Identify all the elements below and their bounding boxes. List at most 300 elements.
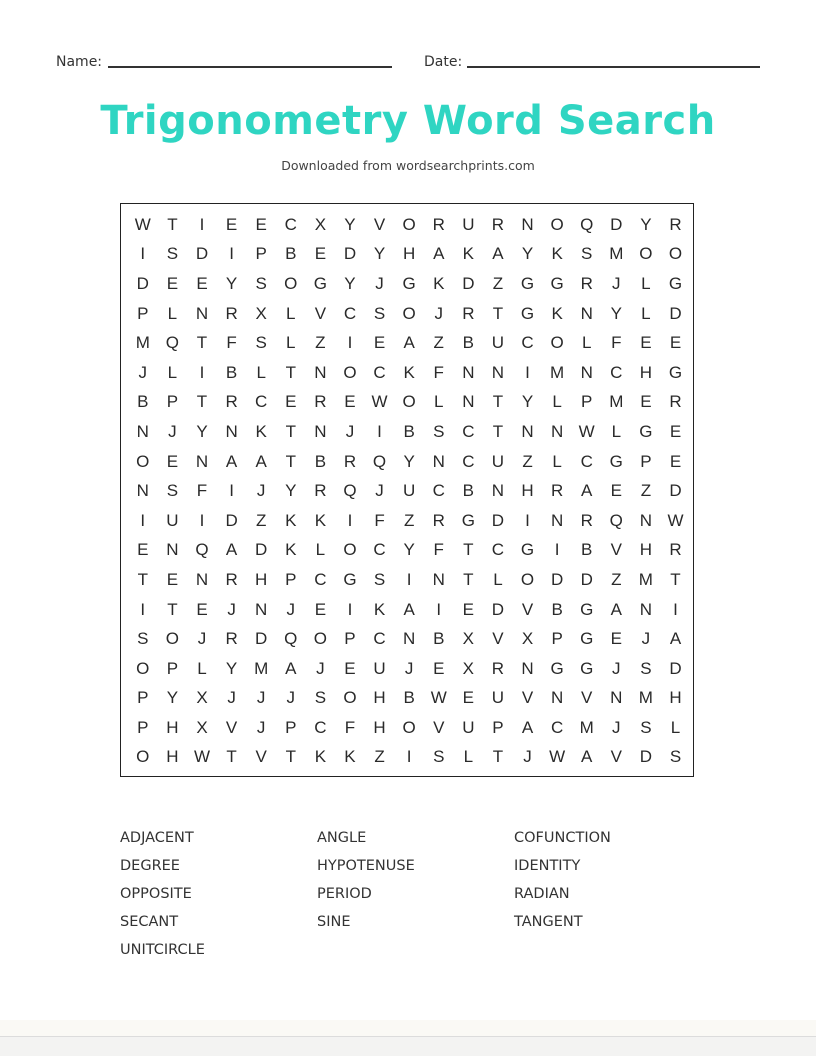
grid-cell[interactable]: G <box>580 599 594 619</box>
grid-cell[interactable]: O <box>520 569 535 589</box>
grid-cell[interactable]: B <box>403 421 415 441</box>
grid-cell[interactable]: Y <box>225 273 238 293</box>
grid-cell[interactable]: T <box>167 214 178 234</box>
grid-cell[interactable]: J <box>345 421 355 441</box>
grid-cell[interactable]: X <box>462 629 474 649</box>
grid-cell[interactable]: S <box>373 303 386 323</box>
grid-cell[interactable]: Y <box>344 214 356 234</box>
grid-cell[interactable]: E <box>166 569 179 589</box>
grid-cell[interactable]: L <box>581 333 592 353</box>
grid-cell[interactable]: A <box>581 481 593 501</box>
grid-cell[interactable]: A <box>285 658 297 678</box>
grid-cell[interactable]: Q <box>609 510 623 530</box>
grid-cell[interactable]: F <box>344 717 356 737</box>
grid-cell[interactable]: W <box>134 214 151 234</box>
grid-cell[interactable]: L <box>493 569 503 589</box>
grid-cell[interactable]: N <box>403 629 416 649</box>
grid-cell[interactable]: G <box>668 273 683 293</box>
grid-cell[interactable]: C <box>550 717 564 737</box>
grid-cell[interactable]: B <box>581 540 593 560</box>
grid-cell[interactable]: V <box>610 747 622 767</box>
grid-cell[interactable]: O <box>343 540 357 560</box>
grid-cell[interactable]: E <box>344 658 356 678</box>
grid-cell[interactable]: Y <box>640 214 652 234</box>
grid-cell[interactable]: Y <box>403 451 415 471</box>
grid-cell[interactable]: Y <box>196 421 208 441</box>
grid-cell[interactable]: I <box>140 244 146 264</box>
grid-cell[interactable]: C <box>314 569 327 589</box>
grid-cell[interactable]: T <box>285 747 296 767</box>
grid-cell[interactable]: A <box>521 717 534 737</box>
grid-cell[interactable]: K <box>551 244 563 264</box>
grid-cell[interactable]: R <box>225 569 238 589</box>
grid-cell[interactable]: E <box>314 599 327 619</box>
grid-cell[interactable]: R <box>343 451 357 471</box>
grid-cell[interactable]: I <box>347 599 353 619</box>
grid-cell[interactable]: N <box>195 451 209 471</box>
grid-cell[interactable]: M <box>254 658 269 678</box>
grid-cell[interactable]: S <box>166 244 179 264</box>
grid-cell[interactable]: I <box>436 599 442 619</box>
grid-cell[interactable]: V <box>225 717 238 737</box>
grid-cell[interactable]: I <box>406 569 412 589</box>
grid-cell[interactable]: D <box>136 273 149 293</box>
grid-cell[interactable]: G <box>520 540 535 560</box>
grid-cell[interactable]: P <box>137 303 149 323</box>
grid-cell[interactable]: I <box>554 540 560 560</box>
grid-cell[interactable]: C <box>373 540 386 560</box>
grid-cell[interactable]: J <box>434 303 443 323</box>
grid-cell[interactable]: Z <box>640 481 652 501</box>
grid-cell[interactable]: M <box>638 688 653 708</box>
grid-cell[interactable]: O <box>343 362 357 382</box>
grid-cell[interactable]: E <box>285 392 297 412</box>
grid-cell[interactable]: L <box>552 451 562 471</box>
grid-cell[interactable]: S <box>640 658 652 678</box>
grid-cell[interactable]: A <box>255 451 267 471</box>
grid-cell[interactable]: R <box>462 303 475 323</box>
grid-cell[interactable]: J <box>227 688 236 708</box>
grid-cell[interactable]: R <box>225 629 238 649</box>
grid-cell[interactable]: O <box>639 244 653 264</box>
grid-cell[interactable]: R <box>669 214 682 234</box>
grid-cell[interactable]: T <box>196 333 208 353</box>
grid-cell[interactable]: R <box>491 658 505 678</box>
grid-cell[interactable]: O <box>313 629 327 649</box>
grid-cell[interactable]: T <box>492 392 504 412</box>
grid-cell[interactable]: Z <box>255 510 267 530</box>
grid-cell[interactable]: Y <box>521 392 534 412</box>
grid-cell[interactable]: I <box>347 333 353 353</box>
grid-cell[interactable]: H <box>669 688 682 708</box>
grid-cell[interactable]: R <box>314 392 327 412</box>
grid-cell[interactable]: U <box>491 333 505 353</box>
grid-cell[interactable]: W <box>667 510 684 530</box>
grid-cell[interactable]: K <box>433 273 445 293</box>
grid-cell[interactable]: R <box>491 214 505 234</box>
grid-cell[interactable]: D <box>255 540 268 560</box>
grid-cell[interactable]: J <box>256 688 266 708</box>
grid-cell[interactable]: P <box>551 629 563 649</box>
grid-cell[interactable]: O <box>668 244 683 264</box>
grid-cell[interactable]: Y <box>610 303 622 323</box>
grid-cell[interactable]: P <box>285 569 297 589</box>
grid-cell[interactable]: E <box>640 333 652 353</box>
grid-cell[interactable]: T <box>285 451 296 471</box>
grid-cell[interactable]: A <box>492 244 504 264</box>
grid-cell[interactable]: N <box>136 481 149 501</box>
grid-cell[interactable]: D <box>669 481 682 501</box>
grid-cell[interactable]: N <box>314 421 327 441</box>
grid-cell[interactable]: M <box>579 717 594 737</box>
grid-cell[interactable]: E <box>225 214 238 234</box>
grid-cell[interactable]: X <box>462 658 474 678</box>
grid-cell[interactable]: J <box>612 658 621 678</box>
grid-cell[interactable]: C <box>521 333 534 353</box>
grid-cell[interactable]: Y <box>285 481 297 501</box>
grid-cell[interactable]: L <box>167 303 178 323</box>
grid-cell[interactable]: U <box>403 481 416 501</box>
grid-cell[interactable]: A <box>403 333 415 353</box>
grid-cell[interactable]: J <box>227 599 236 619</box>
grid-cell[interactable]: C <box>462 421 475 441</box>
grid-cell[interactable]: L <box>197 658 207 678</box>
grid-cell[interactable]: C <box>255 392 268 412</box>
grid-cell[interactable]: R <box>550 481 564 501</box>
grid-cell[interactable]: I <box>199 214 205 234</box>
grid-cell[interactable]: Z <box>433 333 444 353</box>
grid-cell[interactable]: O <box>136 658 150 678</box>
grid-cell[interactable]: U <box>462 717 475 737</box>
grid-cell[interactable]: Z <box>374 747 385 767</box>
grid-cell[interactable]: B <box>462 333 474 353</box>
grid-cell[interactable]: J <box>375 273 384 293</box>
grid-cell[interactable]: C <box>580 451 593 471</box>
grid-cell[interactable]: T <box>196 392 208 412</box>
grid-cell[interactable]: E <box>640 392 652 412</box>
grid-cell[interactable]: Z <box>522 451 533 471</box>
grid-cell[interactable]: N <box>521 214 534 234</box>
grid-cell[interactable]: W <box>430 688 447 708</box>
grid-cell[interactable]: J <box>168 421 177 441</box>
grid-cell[interactable]: V <box>433 717 445 737</box>
grid-cell[interactable]: E <box>137 540 149 560</box>
grid-cell[interactable]: J <box>286 688 296 708</box>
grid-cell[interactable]: G <box>550 273 564 293</box>
grid-cell[interactable]: J <box>612 273 621 293</box>
grid-cell[interactable]: L <box>315 540 326 560</box>
grid-cell[interactable]: C <box>432 481 445 501</box>
grid-cell[interactable]: R <box>314 481 327 501</box>
grid-cell[interactable]: J <box>375 481 384 501</box>
grid-cell[interactable]: T <box>167 599 178 619</box>
grid-cell[interactable]: L <box>286 333 296 353</box>
grid-cell[interactable]: U <box>373 658 386 678</box>
grid-cell[interactable]: E <box>166 451 179 471</box>
grid-cell[interactable]: O <box>402 717 416 737</box>
grid-cell[interactable]: G <box>461 510 475 530</box>
grid-cell[interactable]: Q <box>580 214 594 234</box>
grid-cell[interactable]: A <box>403 599 415 619</box>
grid-cell[interactable]: K <box>403 362 415 382</box>
grid-cell[interactable]: F <box>433 540 444 560</box>
grid-cell[interactable]: N <box>639 510 653 530</box>
grid-cell[interactable]: N <box>521 658 534 678</box>
grid-cell[interactable]: B <box>285 244 297 264</box>
grid-cell[interactable]: N <box>462 392 475 412</box>
grid-cell[interactable]: M <box>638 569 653 589</box>
grid-cell[interactable]: A <box>433 244 445 264</box>
grid-cell[interactable]: R <box>669 540 682 560</box>
grid-cell[interactable]: F <box>374 510 385 530</box>
grid-cell[interactable]: E <box>462 688 474 708</box>
grid-cell[interactable]: N <box>462 362 475 382</box>
grid-cell[interactable]: P <box>166 658 179 678</box>
grid-cell[interactable]: W <box>578 421 595 441</box>
grid-cell[interactable]: C <box>373 629 386 649</box>
grid-cell[interactable]: S <box>255 333 267 353</box>
grid-cell[interactable]: S <box>373 569 386 589</box>
grid-cell[interactable]: L <box>286 303 296 323</box>
grid-cell[interactable]: E <box>255 214 267 234</box>
grid-cell[interactable]: H <box>373 688 386 708</box>
grid-cell[interactable]: M <box>550 362 565 382</box>
grid-cell[interactable]: Y <box>166 688 179 708</box>
grid-cell[interactable]: F <box>196 481 208 501</box>
grid-cell[interactable]: K <box>285 540 297 560</box>
grid-cell[interactable]: D <box>491 599 505 619</box>
grid-cell[interactable]: N <box>580 303 593 323</box>
grid-cell[interactable]: E <box>669 333 682 353</box>
grid-cell[interactable]: B <box>225 362 238 382</box>
grid-cell[interactable]: D <box>550 569 564 589</box>
grid-cell[interactable]: E <box>344 392 356 412</box>
grid-cell[interactable]: S <box>314 688 327 708</box>
grid-cell[interactable]: I <box>406 747 412 767</box>
grid-cell[interactable]: L <box>463 747 474 767</box>
grid-cell[interactable]: F <box>611 333 622 353</box>
grid-cell[interactable]: J <box>316 658 325 678</box>
grid-cell[interactable]: H <box>639 540 653 560</box>
grid-cell[interactable]: A <box>225 540 238 560</box>
grid-cell[interactable]: Q <box>195 540 209 560</box>
grid-cell[interactable]: I <box>377 421 382 441</box>
grid-cell[interactable]: I <box>229 481 234 501</box>
grid-cell[interactable]: X <box>196 717 208 737</box>
grid-cell[interactable]: E <box>669 421 682 441</box>
grid-cell[interactable]: J <box>286 599 296 619</box>
grid-cell[interactable]: E <box>314 244 327 264</box>
grid-cell[interactable]: G <box>639 421 653 441</box>
grid-cell[interactable]: G <box>313 273 327 293</box>
grid-cell[interactable]: D <box>491 510 505 530</box>
grid-cell[interactable]: N <box>550 688 564 708</box>
grid-cell[interactable]: U <box>462 214 475 234</box>
grid-cell[interactable]: B <box>433 629 445 649</box>
grid-cell[interactable]: K <box>344 747 356 767</box>
grid-cell[interactable]: N <box>491 362 505 382</box>
grid-cell[interactable]: L <box>641 273 651 293</box>
grid-cell[interactable]: D <box>255 629 268 649</box>
grid-cell[interactable]: N <box>610 688 623 708</box>
grid-cell[interactable]: P <box>166 392 179 412</box>
grid-cell[interactable]: O <box>284 273 298 293</box>
grid-cell[interactable]: L <box>434 392 444 412</box>
grid-cell[interactable]: M <box>609 392 624 412</box>
grid-cell[interactable]: E <box>166 273 179 293</box>
grid-cell[interactable]: L <box>256 362 266 382</box>
grid-cell[interactable]: V <box>373 214 386 234</box>
grid-cell[interactable]: P <box>492 717 504 737</box>
grid-cell[interactable]: J <box>256 481 266 501</box>
grid-cell[interactable]: S <box>166 481 179 501</box>
grid-cell[interactable]: H <box>166 747 179 767</box>
grid-cell[interactable]: T <box>492 421 504 441</box>
grid-cell[interactable]: G <box>343 569 357 589</box>
grid-cell[interactable]: W <box>371 392 388 412</box>
grid-cell[interactable]: L <box>611 421 622 441</box>
grid-cell[interactable]: J <box>256 717 266 737</box>
grid-cell[interactable]: O <box>550 333 564 353</box>
grid-cell[interactable]: S <box>433 747 445 767</box>
grid-cell[interactable]: D <box>225 510 238 530</box>
grid-cell[interactable]: I <box>140 510 146 530</box>
grid-cell[interactable]: N <box>136 421 149 441</box>
grid-cell[interactable]: K <box>373 599 386 619</box>
grid-cell[interactable]: T <box>137 569 148 589</box>
grid-cell[interactable]: L <box>670 717 681 737</box>
grid-cell[interactable]: J <box>523 747 532 767</box>
grid-cell[interactable]: G <box>609 451 623 471</box>
grid-cell[interactable]: X <box>521 629 534 649</box>
grid-cell[interactable]: G <box>668 362 683 382</box>
grid-cell[interactable]: R <box>432 214 445 234</box>
grid-cell[interactable]: K <box>285 510 297 530</box>
grid-cell[interactable]: L <box>167 362 178 382</box>
grid-cell[interactable]: S <box>433 421 445 441</box>
grid-cell[interactable]: N <box>639 599 653 619</box>
grid-cell[interactable]: R <box>432 510 445 530</box>
grid-cell[interactable]: E <box>462 599 474 619</box>
grid-cell[interactable]: Y <box>344 273 356 293</box>
grid-cell[interactable]: H <box>521 481 534 501</box>
grid-cell[interactable]: K <box>314 747 327 767</box>
grid-cell[interactable]: D <box>462 273 475 293</box>
grid-cell[interactable]: F <box>226 333 237 353</box>
grid-cell[interactable]: M <box>609 244 624 264</box>
grid-cell[interactable]: W <box>193 747 210 767</box>
grid-cell[interactable]: P <box>344 629 356 649</box>
grid-cell[interactable]: O <box>402 303 416 323</box>
grid-cell[interactable]: R <box>225 303 238 323</box>
grid-cell[interactable]: V <box>610 540 622 560</box>
grid-cell[interactable]: Z <box>611 569 622 589</box>
grid-cell[interactable]: H <box>166 717 179 737</box>
grid-cell[interactable]: I <box>140 599 146 619</box>
grid-cell[interactable]: U <box>491 688 505 708</box>
grid-cell[interactable]: J <box>197 629 207 649</box>
grid-cell[interactable]: L <box>641 303 651 323</box>
grid-cell[interactable]: B <box>462 481 474 501</box>
grid-cell[interactable]: K <box>255 421 267 441</box>
grid-cell[interactable]: R <box>580 510 593 530</box>
grid-cell[interactable]: Z <box>492 273 504 293</box>
grid-cell[interactable]: J <box>612 717 621 737</box>
grid-cell[interactable]: G <box>402 273 416 293</box>
grid-cell[interactable]: P <box>137 688 149 708</box>
grid-cell[interactable]: I <box>673 599 678 619</box>
grid-cell[interactable]: T <box>463 569 474 589</box>
grid-cell[interactable]: T <box>670 569 681 589</box>
grid-cell[interactable]: H <box>373 717 386 737</box>
grid-cell[interactable]: C <box>284 214 297 234</box>
grid-cell[interactable]: C <box>610 362 623 382</box>
grid-cell[interactable]: U <box>166 510 179 530</box>
grid-cell[interactable]: Q <box>343 481 357 501</box>
grid-cell[interactable]: G <box>580 629 594 649</box>
grid-cell[interactable]: S <box>640 717 652 737</box>
grid-cell[interactable]: V <box>581 688 593 708</box>
grid-cell[interactable]: N <box>225 421 238 441</box>
grid-cell[interactable]: L <box>552 392 562 412</box>
grid-cell[interactable]: R <box>225 392 238 412</box>
grid-cell[interactable]: I <box>229 244 234 264</box>
grid-cell[interactable]: Z <box>403 510 415 530</box>
grid-cell[interactable]: N <box>580 362 593 382</box>
grid-cell[interactable]: D <box>610 214 623 234</box>
grid-cell[interactable]: D <box>639 747 653 767</box>
grid-cell[interactable]: I <box>199 510 205 530</box>
grid-cell[interactable]: P <box>640 451 652 471</box>
grid-cell[interactable]: N <box>255 599 268 619</box>
grid-cell[interactable]: N <box>195 569 209 589</box>
grid-cell[interactable]: E <box>610 629 622 649</box>
grid-cell[interactable]: E <box>196 273 208 293</box>
grid-cell[interactable]: B <box>137 392 149 412</box>
grid-cell[interactable]: N <box>195 303 209 323</box>
grid-cell[interactable]: E <box>610 481 622 501</box>
grid-cell[interactable]: P <box>137 717 149 737</box>
grid-cell[interactable]: C <box>373 362 386 382</box>
grid-cell[interactable]: N <box>432 569 445 589</box>
grid-cell[interactable]: P <box>285 717 297 737</box>
grid-cell[interactable]: I <box>525 510 530 530</box>
grid-cell[interactable]: Y <box>373 244 386 264</box>
grid-cell[interactable]: V <box>492 629 504 649</box>
grid-cell[interactable]: N <box>550 510 564 530</box>
grid-cell[interactable]: X <box>196 688 208 708</box>
grid-cell[interactable]: A <box>669 629 682 649</box>
grid-cell[interactable]: D <box>343 244 357 264</box>
grid-cell[interactable]: T <box>226 747 237 767</box>
grid-cell[interactable]: P <box>255 244 267 264</box>
grid-cell[interactable]: G <box>550 658 564 678</box>
grid-cell[interactable]: H <box>255 569 268 589</box>
grid-cell[interactable]: K <box>462 244 474 264</box>
grid-cell[interactable]: J <box>138 362 148 382</box>
grid-cell[interactable]: Y <box>521 244 534 264</box>
grid-cell[interactable]: J <box>641 629 651 649</box>
grid-cell[interactable]: D <box>580 569 593 589</box>
grid-cell[interactable]: X <box>314 214 327 234</box>
grid-cell[interactable]: O <box>402 392 416 412</box>
grid-cell[interactable]: T <box>285 362 296 382</box>
grid-cell[interactable]: I <box>199 362 205 382</box>
grid-cell[interactable]: N <box>166 540 179 560</box>
grid-cell[interactable]: H <box>403 244 416 264</box>
grid-cell[interactable]: O <box>550 214 564 234</box>
grid-cell[interactable]: A <box>225 451 238 471</box>
